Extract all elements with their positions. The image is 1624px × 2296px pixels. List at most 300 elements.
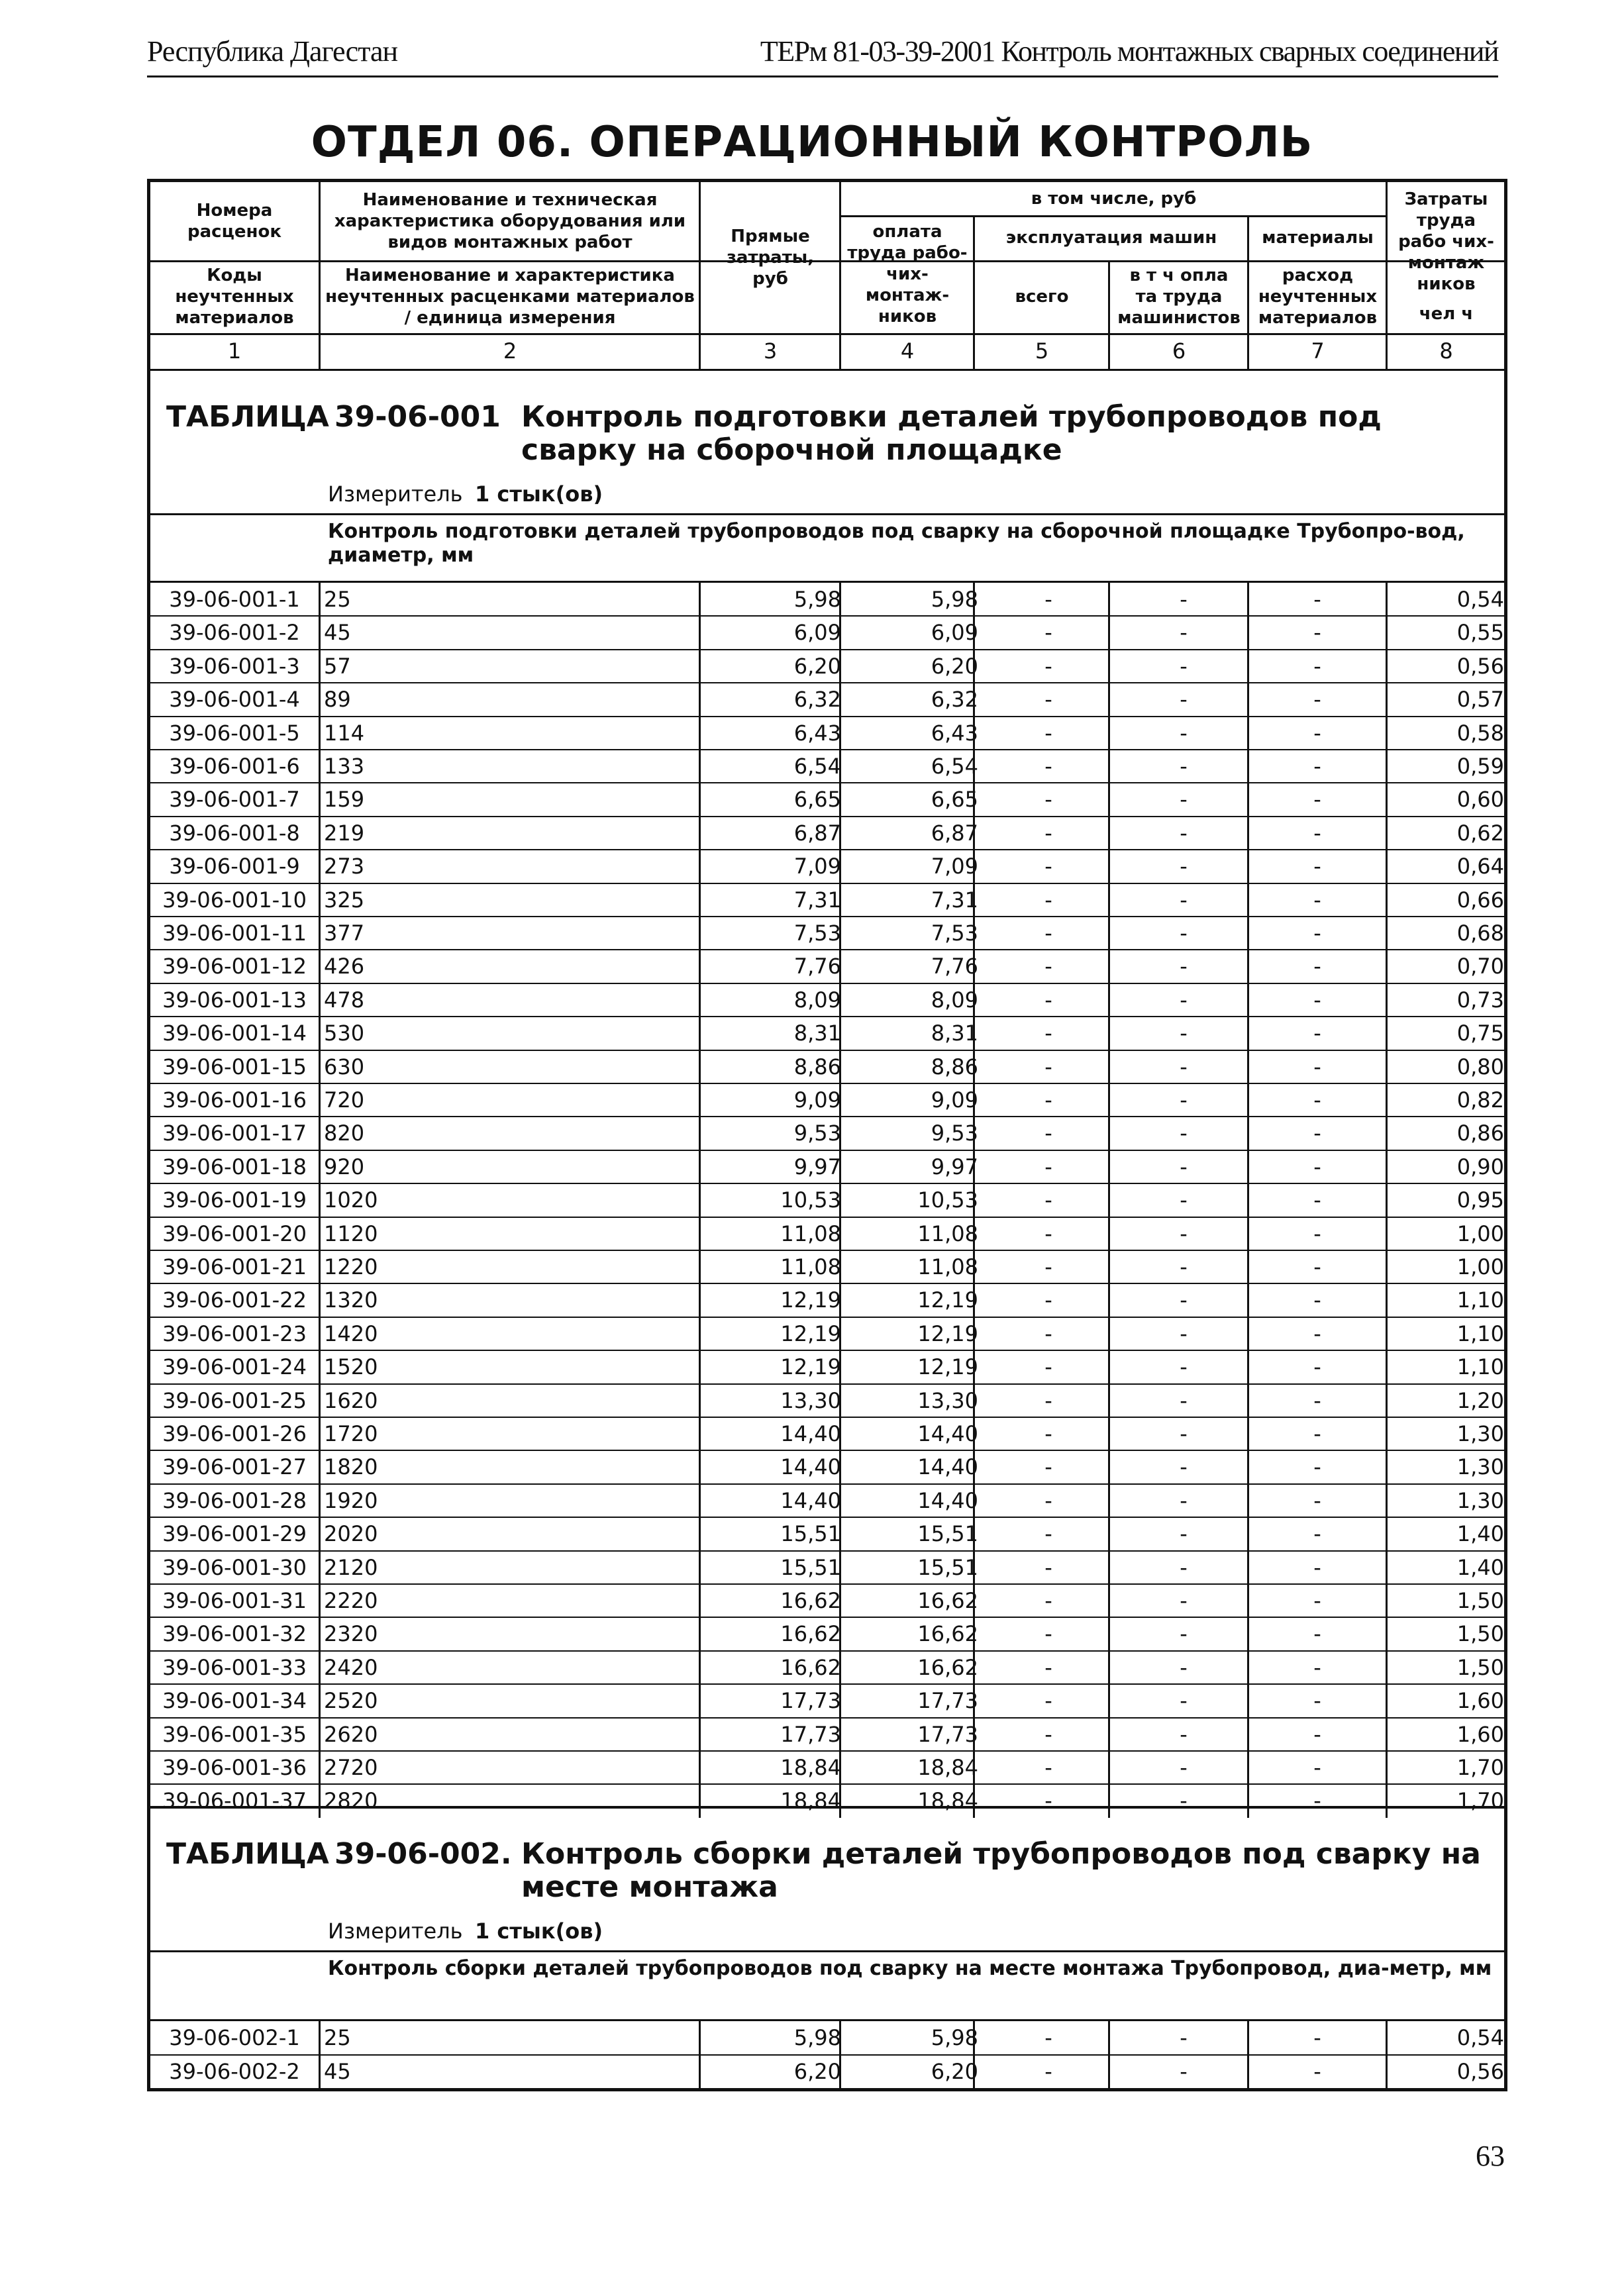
col-work-name: Наименование и техническая характеристика оборудования или видов монтажных работ (334, 190, 686, 252)
table-row (150, 2055, 1504, 2089)
table-row (150, 917, 1504, 950)
materials-cell: - (1313, 1321, 1321, 1346)
col-divider (973, 215, 975, 369)
wages-cell: 6,09 (931, 620, 978, 646)
machines-wages-cell: - (1180, 1487, 1188, 1513)
labor-cell: 0,57 (1456, 687, 1504, 713)
col-divider (1108, 260, 1110, 369)
wages-cell: 15,51 (917, 1521, 978, 1547)
machines-total-cell: - (1044, 1454, 1052, 1480)
table-row (150, 1250, 1504, 1283)
machines-wages-cell: - (1180, 1087, 1188, 1113)
direct-cost-cell: 15,51 (780, 1554, 841, 1580)
direct-cost-cell: 17,73 (780, 1688, 841, 1714)
table-code: 39-06-001 (334, 400, 501, 434)
col-labor: Затраты труда рабо чих-монтаж ников (1398, 189, 1494, 294)
col-number: 8 (1439, 338, 1453, 364)
table-row (150, 1317, 1504, 1350)
machines-total-cell: - (1044, 1021, 1052, 1046)
materials-cell: - (1313, 887, 1321, 913)
materials-cell: - (1313, 1121, 1321, 1146)
machines-total-cell: - (1044, 1087, 1052, 1113)
table-row (150, 1350, 1504, 1383)
wages-cell: 8,31 (931, 1021, 978, 1046)
labor-cell: 1,10 (1456, 1321, 1504, 1346)
direct-cost-cell: 6,20 (793, 653, 841, 679)
table-row (150, 1417, 1504, 1450)
direct-cost-cell: 12,19 (780, 1354, 841, 1380)
col-machines-total: всего (1015, 287, 1069, 307)
direct-cost-cell: 12,19 (780, 1321, 841, 1346)
machines-total-cell: - (1044, 787, 1052, 813)
diameter-cell: 1720 (324, 1421, 378, 1446)
col-number: 3 (763, 338, 778, 364)
diameter-cell: 2320 (324, 1621, 378, 1647)
labor-cell: 0,73 (1456, 987, 1504, 1013)
table-row (150, 750, 1504, 783)
machines-total-cell: - (1044, 987, 1052, 1013)
machines-wages-cell: - (1180, 1588, 1188, 1613)
materials-cell: - (1313, 720, 1321, 746)
materials-cell: - (1313, 1554, 1321, 1580)
machines-wages-cell: - (1180, 987, 1188, 1013)
materials-cell: - (1313, 620, 1321, 646)
unit-value: 1 стык(ов) (475, 481, 603, 507)
col-number: 6 (1172, 338, 1186, 364)
wages-cell: 14,40 (917, 1487, 978, 1513)
labor-cell: 1,40 (1456, 1521, 1504, 1547)
materials-cell: - (1313, 1588, 1321, 1613)
direct-cost-cell: 7,31 (793, 887, 841, 913)
machines-wages-cell: - (1180, 620, 1188, 646)
table-row (150, 1217, 1504, 1250)
diameter-cell: 1420 (324, 1321, 378, 1346)
direct-cost-cell: 16,62 (780, 1654, 841, 1680)
diameter-cell: 1620 (324, 1387, 378, 1413)
rate-code-cell: 39-06-001-5 (169, 720, 300, 746)
direct-cost-cell: 18,84 (780, 1788, 841, 1814)
materials-cell: - (1313, 820, 1321, 846)
table-label: ТАБЛИЦА (166, 1837, 329, 1871)
machines-total-cell: - (1044, 2058, 1052, 2084)
machines-wages-cell: - (1180, 1254, 1188, 1279)
rate-code-cell: 39-06-001-22 (162, 1287, 307, 1313)
machines-total-cell: - (1044, 1554, 1052, 1580)
labor-cell: 0,54 (1456, 2025, 1504, 2050)
rate-code-cell: 39-06-001-4 (169, 687, 300, 713)
machines-total-cell: - (1044, 653, 1052, 679)
page-number: 63 (1476, 2140, 1505, 2172)
labor-cell: 1,60 (1456, 1721, 1504, 1747)
machines-total-cell: - (1044, 1054, 1052, 1079)
wages-cell: 6,20 (931, 2058, 978, 2084)
machines-total-cell: - (1044, 820, 1052, 846)
diameter-cell: 1820 (324, 1454, 378, 1480)
col-including: в том числе, руб (1031, 189, 1197, 209)
machines-total-cell: - (1044, 921, 1052, 946)
diameter-cell: 820 (324, 1121, 365, 1146)
labor-cell: 1,00 (1456, 1254, 1504, 1279)
diameter-cell: 630 (324, 1054, 365, 1079)
table-row (150, 1684, 1504, 1717)
machines-wages-cell: - (1180, 1554, 1188, 1580)
materials-cell: - (1313, 653, 1321, 679)
table-row (150, 1584, 1504, 1617)
col-rate-numbers: Номера расценок (187, 201, 281, 242)
wages-cell: 6,43 (931, 720, 978, 746)
diameter-cell: 1020 (324, 1187, 378, 1213)
wages-cell: 6,32 (931, 687, 978, 713)
wages-cell: 5,98 (931, 587, 978, 612)
machines-wages-cell: - (1180, 1021, 1188, 1046)
machines-total-cell: - (1044, 620, 1052, 646)
direct-cost-cell: 6,65 (793, 787, 841, 813)
rate-code-cell: 39-06-001-3 (169, 653, 300, 679)
wages-cell: 14,40 (917, 1454, 978, 1480)
wages-cell: 8,09 (931, 987, 978, 1013)
machines-total-cell: - (1044, 1387, 1052, 1413)
labor-cell: 1,30 (1456, 1421, 1504, 1446)
direct-cost-cell: 11,08 (780, 1221, 841, 1246)
diameter-cell: 89 (324, 687, 351, 713)
machines-wages-cell: - (1180, 754, 1188, 779)
labor-cell: 1,50 (1456, 1654, 1504, 1680)
materials-cell: - (1313, 1721, 1321, 1747)
labor-cell: 1,70 (1456, 1788, 1504, 1814)
materials-cell: - (1313, 854, 1321, 879)
labor-cell: 0,66 (1456, 887, 1504, 913)
machines-total-cell: - (1044, 1154, 1052, 1179)
table-row (150, 1050, 1504, 1083)
wages-cell: 12,19 (917, 1321, 978, 1346)
col-number: 5 (1035, 338, 1049, 364)
col-number: 1 (227, 338, 242, 364)
direct-cost-cell: 16,62 (780, 1621, 841, 1647)
machines-wages-cell: - (1180, 687, 1188, 713)
diameter-cell: 1120 (324, 1221, 378, 1246)
direct-cost-cell: 18,84 (780, 1755, 841, 1780)
table-row (150, 1083, 1504, 1117)
direct-cost-cell: 14,40 (780, 1487, 841, 1513)
materials-cell: - (1313, 1021, 1321, 1046)
wages-cell: 12,19 (917, 1287, 978, 1313)
labor-cell: 0,59 (1456, 754, 1504, 779)
wages-cell: 6,65 (931, 787, 978, 813)
col-wages: оплата труда рабо-чих-монтаж-ников (847, 222, 968, 326)
wages-cell: 17,73 (917, 1688, 978, 1714)
table-title: Контроль сборки деталей трубопроводов под сварку на месте монтажа (521, 1837, 1481, 1904)
direct-cost-cell: 14,40 (780, 1454, 841, 1480)
rate-code-cell: 39-06-001-13 (162, 987, 307, 1013)
running-header-left: Республика Дагестан (147, 35, 398, 68)
diameter-cell: 2820 (324, 1788, 378, 1814)
machines-total-cell: - (1044, 2025, 1052, 2050)
diameter-cell: 377 (324, 921, 365, 946)
wages-cell: 13,30 (917, 1387, 978, 1413)
block-divider (150, 513, 1504, 515)
rate-code-cell: 39-06-001-18 (162, 1154, 307, 1179)
materials-cell: - (1313, 2025, 1321, 2050)
wages-cell: 9,97 (931, 1154, 978, 1179)
table-row (150, 2021, 1504, 2055)
rate-code-cell: 39-06-001-30 (162, 1554, 307, 1580)
rate-code-cell: 39-06-001-15 (162, 1054, 307, 1079)
labor-cell: 1,30 (1456, 1487, 1504, 1513)
table-row (150, 1517, 1504, 1550)
rate-code-cell: 39-06-001-26 (162, 1421, 307, 1446)
table-row (150, 1017, 1504, 1050)
col-labor-unit: чел ч (1419, 304, 1474, 324)
labor-cell: 0,70 (1456, 954, 1504, 979)
machines-total-cell: - (1044, 1187, 1052, 1213)
unit-label: Измеритель (328, 1919, 463, 1944)
machines-total-cell: - (1044, 1287, 1052, 1313)
rate-code-cell: 39-06-001-9 (169, 854, 300, 879)
machines-total-cell: - (1044, 887, 1052, 913)
labor-cell: 1,60 (1456, 1688, 1504, 1714)
labor-cell: 1,40 (1456, 1554, 1504, 1580)
labor-cell: 0,86 (1456, 1121, 1504, 1146)
col-material-name: Наименование и характеристика неучтенных расценками материалов / единица измерения (325, 266, 695, 328)
direct-cost-cell: 10,53 (780, 1187, 841, 1213)
diameter-cell: 2620 (324, 1721, 378, 1747)
table-row (150, 1484, 1504, 1517)
materials-cell: - (1313, 687, 1321, 713)
wages-cell: 16,62 (917, 1621, 978, 1647)
direct-cost-cell: 9,53 (793, 1121, 841, 1146)
materials-cell: - (1313, 1521, 1321, 1547)
machines-wages-cell: - (1180, 1654, 1188, 1680)
rate-code-cell: 39-06-001-34 (162, 1688, 307, 1714)
materials-cell: - (1313, 787, 1321, 813)
col-number: 2 (503, 338, 517, 364)
header-rule (147, 75, 1498, 77)
diameter-cell: 2220 (324, 1588, 378, 1613)
rate-code-cell: 39-06-001-11 (162, 921, 307, 946)
diameter-cell: 530 (324, 1021, 365, 1046)
col-divider (1247, 215, 1249, 369)
machines-total-cell: - (1044, 1121, 1052, 1146)
unit-value: 1 стык(ов) (475, 1919, 603, 1944)
labor-cell: 1,00 (1456, 1221, 1504, 1246)
labor-cell: 0,56 (1456, 2058, 1504, 2084)
machines-wages-cell: - (1180, 587, 1188, 612)
machines-total-cell: - (1044, 1521, 1052, 1547)
machines-total-cell: - (1044, 1621, 1052, 1647)
col-machines: эксплуатация машин (1005, 228, 1217, 248)
diameter-cell: 426 (324, 954, 365, 979)
machines-wages-cell: - (1180, 820, 1188, 846)
machines-wages-cell: - (1180, 921, 1188, 946)
machines-wages-cell: - (1180, 854, 1188, 879)
table-row (150, 1751, 1504, 1784)
machines-wages-cell: - (1180, 1788, 1188, 1814)
labor-cell: 0,95 (1456, 1187, 1504, 1213)
wages-cell: 7,31 (931, 887, 978, 913)
machines-total-cell: - (1044, 754, 1052, 779)
materials-cell: - (1313, 1755, 1321, 1780)
materials-cell: - (1313, 1354, 1321, 1380)
diameter-cell: 25 (324, 2025, 351, 2050)
diameter-cell: 1920 (324, 1487, 378, 1513)
machines-total-cell: - (1044, 854, 1052, 879)
table-row (150, 583, 1504, 616)
machines-wages-cell: - (1180, 1187, 1188, 1213)
table-row (150, 1784, 1504, 1817)
machines-total-cell: - (1044, 1221, 1052, 1246)
machines-wages-cell: - (1180, 1755, 1188, 1780)
wages-cell: 11,08 (917, 1254, 978, 1279)
labor-cell: 1,10 (1456, 1354, 1504, 1380)
wages-cell: 5,98 (931, 2025, 978, 2050)
direct-cost-cell: 6,09 (793, 620, 841, 646)
materials-cell: - (1313, 1421, 1321, 1446)
diameter-cell: 159 (324, 787, 365, 813)
materials-cell: - (1313, 1788, 1321, 1814)
running-header-right: ТЕРм 81-03-39-2001 Контроль монтажных сварных соединений (760, 35, 1498, 68)
rate-code-cell: 39-06-001-37 (162, 1788, 307, 1814)
direct-cost-cell: 6,32 (793, 687, 841, 713)
rate-code-cell: 39-06-001-10 (162, 887, 307, 913)
machines-wages-cell: - (1180, 1321, 1188, 1346)
machines-total-cell: - (1044, 1688, 1052, 1714)
machines-wages-cell: - (1180, 1454, 1188, 1480)
rate-code-cell: 39-06-002-2 (169, 2058, 300, 2084)
rate-code-cell: 39-06-001-12 (162, 954, 307, 979)
machines-total-cell: - (1044, 1788, 1052, 1814)
wages-cell: 12,19 (917, 1354, 978, 1380)
materials-cell: - (1313, 1387, 1321, 1413)
rate-code-cell: 39-06-001-17 (162, 1121, 307, 1146)
wages-cell: 17,73 (917, 1721, 978, 1747)
header-divider (150, 369, 1504, 371)
col-divider (319, 182, 321, 369)
diameter-cell: 325 (324, 887, 365, 913)
machines-wages-cell: - (1180, 1221, 1188, 1246)
section-title: ОТДЕЛ 06. ОПЕРАЦИОННЫЙ КОНТРОЛЬ (311, 118, 1313, 167)
table-row (150, 883, 1504, 917)
labor-cell: 0,58 (1456, 720, 1504, 746)
rate-code-cell: 39-06-001-14 (162, 1021, 307, 1046)
wages-cell: 16,62 (917, 1588, 978, 1613)
rate-code-cell: 39-06-001-28 (162, 1487, 307, 1513)
table-description: Контроль подготовки деталей трубопроводов под сварку на сборочной площадке Трубопро-вод, диаметр, мм (328, 520, 1465, 567)
machines-total-cell: - (1044, 1755, 1052, 1780)
materials-cell: - (1313, 1621, 1321, 1647)
table-row (150, 983, 1504, 1017)
machines-wages-cell: - (1180, 1688, 1188, 1714)
wages-cell: 7,53 (931, 921, 978, 946)
rate-code-cell: 39-06-001-32 (162, 1621, 307, 1647)
diameter-cell: 720 (324, 1087, 365, 1113)
materials-cell: - (1313, 1187, 1321, 1213)
wages-cell: 14,40 (917, 1421, 978, 1446)
rate-code-cell: 39-06-001-20 (162, 1221, 307, 1246)
labor-cell: 0,90 (1456, 1154, 1504, 1179)
table-row (150, 1183, 1504, 1217)
rate-code-cell: 39-06-001-27 (162, 1454, 307, 1480)
diameter-cell: 219 (324, 820, 365, 846)
wages-cell: 8,86 (931, 1054, 978, 1079)
wages-cell: 18,84 (917, 1755, 978, 1780)
col-number: 4 (900, 338, 915, 364)
machines-total-cell: - (1044, 1421, 1052, 1446)
diameter-cell: 2120 (324, 1554, 378, 1580)
machines-total-cell: - (1044, 1254, 1052, 1279)
direct-cost-cell: 8,31 (793, 1021, 841, 1046)
labor-cell: 1,20 (1456, 1387, 1504, 1413)
rate-code-cell: 39-06-001-1 (169, 587, 300, 612)
table-title: Контроль подготовки деталей трубопроводов под сварку на сборочной площадке (521, 400, 1382, 467)
direct-cost-cell: 6,87 (793, 820, 841, 846)
materials-cell: - (1313, 954, 1321, 979)
machines-wages-cell: - (1180, 653, 1188, 679)
table-row (150, 616, 1504, 649)
machines-wages-cell: - (1180, 887, 1188, 913)
table-description: Контроль сборки деталей трубопроводов под сварку на месте монтажа Трубопровод, диа-метр, мм (328, 1957, 1492, 1980)
direct-cost-cell: 5,98 (793, 587, 841, 612)
table-row (150, 783, 1504, 816)
materials-cell: - (1313, 1454, 1321, 1480)
labor-cell: 0,55 (1456, 620, 1504, 646)
col-divider (839, 182, 841, 369)
direct-cost-cell: 7,53 (793, 921, 841, 946)
diameter-cell: 2020 (324, 1521, 378, 1547)
diameter-cell: 45 (324, 620, 351, 646)
machines-total-cell: - (1044, 1588, 1052, 1613)
materials-cell: - (1313, 1221, 1321, 1246)
rate-code-cell: 39-06-001-35 (162, 1721, 307, 1747)
materials-cell: - (1313, 2058, 1321, 2084)
wages-cell: 11,08 (917, 1221, 978, 1246)
rate-code-cell: 39-06-001-19 (162, 1187, 307, 1213)
col-materials: материалы (1262, 228, 1374, 248)
table-row (150, 1651, 1504, 1684)
table-row (150, 650, 1504, 683)
machines-wages-cell: - (1180, 1154, 1188, 1179)
materials-cell: - (1313, 754, 1321, 779)
labor-cell: 1,50 (1456, 1588, 1504, 1613)
rate-code-cell: 39-06-001-6 (169, 754, 300, 779)
wages-cell: 7,76 (931, 954, 978, 979)
diameter-cell: 1520 (324, 1354, 378, 1380)
rate-code-cell: 39-06-001-24 (162, 1354, 307, 1380)
labor-cell: 1,30 (1456, 1454, 1504, 1480)
table-row (150, 1450, 1504, 1483)
table-label: ТАБЛИЦА (166, 400, 329, 434)
wages-cell: 15,51 (917, 1554, 978, 1580)
diameter-cell: 2720 (324, 1755, 378, 1780)
machines-wages-cell: - (1180, 1721, 1188, 1747)
direct-cost-cell: 17,73 (780, 1721, 841, 1747)
direct-cost-cell: 6,54 (793, 754, 841, 779)
machines-wages-cell: - (1180, 1421, 1188, 1446)
direct-cost-cell: 6,43 (793, 720, 841, 746)
direct-cost-cell: 8,09 (793, 987, 841, 1013)
machines-wages-cell: - (1180, 1621, 1188, 1647)
labor-cell: 1,50 (1456, 1621, 1504, 1647)
table-row (150, 683, 1504, 716)
machines-wages-cell: - (1180, 1287, 1188, 1313)
direct-cost-cell: 16,62 (780, 1588, 841, 1613)
machines-wages-cell: - (1180, 1054, 1188, 1079)
rate-code-cell: 39-06-001-21 (162, 1254, 307, 1279)
wages-cell: 6,54 (931, 754, 978, 779)
wages-cell: 7,09 (931, 854, 978, 879)
rate-code-cell: 39-06-002-1 (169, 2025, 300, 2050)
rate-code-cell: 39-06-001-36 (162, 1755, 307, 1780)
rate-code-cell: 39-06-001-16 (162, 1087, 307, 1113)
